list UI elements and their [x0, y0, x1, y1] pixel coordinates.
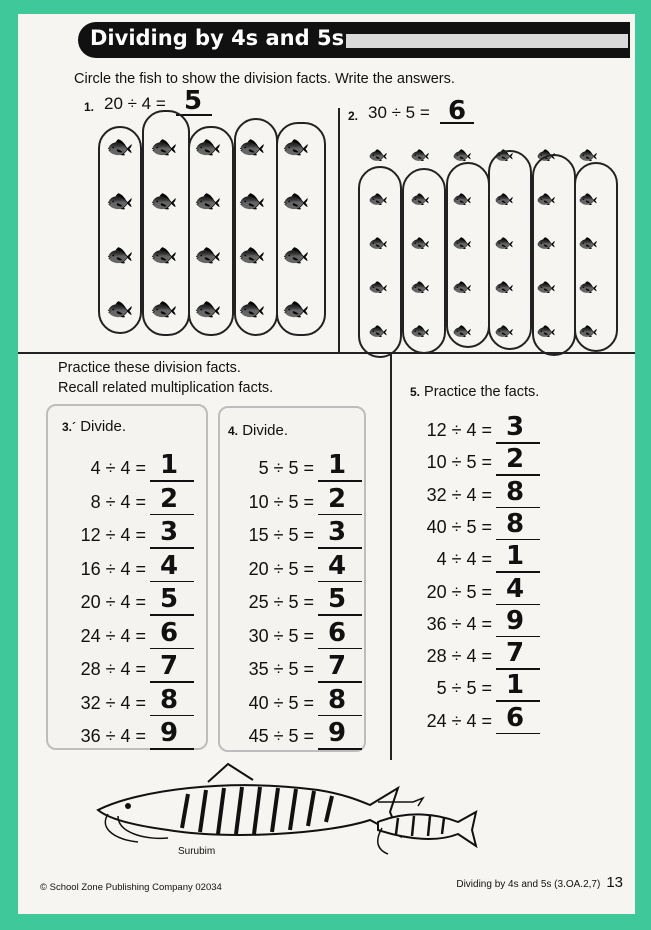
problem-5-label: Practice the facts.	[424, 384, 540, 400]
fish-icon[interactable]: 🐟	[194, 242, 222, 267]
problem-3-title	[62, 418, 126, 435]
fish-icon[interactable]: 🐟	[410, 323, 430, 340]
fact-4-equation: 35 ÷ 5 =	[248, 659, 314, 679]
fish-icon[interactable]: 🐟	[282, 134, 310, 159]
fact-3-equation: 32 ÷ 4 =	[80, 692, 146, 713]
fact-4-answer[interactable]: 8	[328, 684, 347, 715]
page-number: 13	[606, 874, 623, 891]
fish-icon[interactable]: 🐟	[238, 134, 266, 159]
fact-5-answer[interactable]: 6	[506, 702, 525, 733]
fish-icon[interactable]: 🐟	[282, 242, 310, 267]
divider-horizontal	[18, 352, 635, 354]
fish-icon[interactable]: 🐟	[282, 188, 310, 213]
circled-group	[574, 162, 618, 352]
fish-icon[interactable]: 🐟	[194, 296, 222, 321]
fact-4-answer[interactable]: 2	[328, 483, 347, 514]
fact-4-equation: 40 ÷ 5 =	[248, 692, 314, 713]
circled-group	[446, 162, 490, 348]
fish-icon[interactable]: 🐟	[238, 188, 266, 213]
fish-icon[interactable]: 🐟	[238, 296, 266, 321]
fish-icon[interactable]: 🐟	[494, 323, 514, 340]
fact-5-answer[interactable]: 8	[506, 508, 525, 539]
circled-group	[142, 110, 190, 336]
problem-5-title	[410, 384, 539, 400]
fish-icon[interactable]: 🐟	[106, 296, 134, 321]
fish-icon[interactable]: 🐟	[452, 235, 472, 252]
fact-5-answer[interactable]: 1	[506, 670, 525, 701]
fact-4-answer[interactable]: 4	[328, 550, 347, 581]
fact-4-equation: 30 ÷ 5 =	[248, 625, 314, 646]
fish-icon[interactable]: 🐟	[578, 323, 598, 340]
fish-icon[interactable]: 🐟	[536, 147, 556, 164]
fact-4-equation: 10 ÷ 5 =	[248, 491, 314, 512]
fact-4-answer[interactable]: 6	[328, 617, 347, 648]
fact-4-answer[interactable]: 1	[328, 450, 347, 480]
fact-3-answer-line	[150, 547, 194, 549]
problem-2-answer[interactable]: 6	[448, 96, 467, 126]
fish-icon[interactable]: 🐟	[536, 191, 556, 208]
fact-5-equation: 24 ÷ 4 =	[426, 710, 492, 731]
circled-group	[276, 122, 326, 336]
fact-4-answer[interactable]: 3	[328, 517, 347, 547]
fact-3-equation: 20 ÷ 4 =	[80, 592, 146, 612]
circled-group	[358, 166, 402, 358]
fish-icon[interactable]: 🐟	[106, 134, 134, 159]
fish-icon[interactable]: 🐟	[452, 279, 472, 296]
problem-2-number: 2.	[348, 109, 359, 123]
fact-4-equation: 5 ÷ 5 =	[258, 458, 314, 478]
fact-3-answer[interactable]: 7	[160, 651, 179, 681]
fact-3-equation: 28 ÷ 4 =	[80, 659, 146, 679]
fact-5-answer[interactable]: 2	[506, 444, 525, 475]
fact-3-answer[interactable]: 5	[160, 584, 179, 614]
fact-4-equation: 45 ÷ 5 =	[248, 726, 314, 746]
fish-icon[interactable]: 🐟	[410, 235, 430, 252]
fact-3-answer-line	[150, 514, 194, 516]
fish-icon[interactable]: 🐟	[452, 147, 472, 164]
fact-4-answer-line	[318, 614, 362, 616]
fact-4-equation: 15 ÷ 5 =	[248, 525, 314, 545]
fact-5-answer-line	[496, 474, 540, 476]
problem-2-equation: 30 ÷ 5 =	[368, 103, 430, 122]
fact-4-answer-line	[318, 514, 362, 516]
fact-3-answer[interactable]: 4	[160, 550, 179, 581]
fact-4-answer-line	[318, 715, 362, 717]
fact-5-equation: 28 ÷ 4 =	[426, 646, 492, 667]
circled-group	[402, 168, 446, 354]
fish-icon[interactable]: 🐟	[194, 134, 222, 159]
fish-icon[interactable]: 🐟	[150, 188, 178, 213]
problem-1-equation: 20 ÷ 4 =	[104, 94, 166, 113]
instruction-text: Circle the fish to show the division facts. Write the answers.	[74, 71, 455, 87]
fact-5-answer-line	[496, 539, 540, 541]
fact-3-answer-line	[150, 715, 194, 717]
divider-vertical-top	[338, 108, 340, 352]
circled-group	[488, 147, 532, 350]
problem-4-number: 4.	[228, 424, 239, 438]
fact-3-answer-line	[150, 614, 194, 616]
practice-heading-line-1: Practice these division facts.	[58, 360, 241, 376]
fact-4-answer[interactable]: 9	[328, 718, 347, 748]
fact-4-equation: 25 ÷ 5 =	[248, 592, 314, 612]
fact-4-answer[interactable]: 7	[328, 651, 347, 681]
fact-5-answer-line	[496, 668, 540, 670]
fish-caption: Surubim	[178, 846, 216, 857]
fish-icon[interactable]: 🐟	[368, 147, 388, 164]
fish-icon[interactable]: 🐟	[368, 235, 388, 252]
fact-5-equation: 10 ÷ 5 =	[426, 452, 492, 473]
fact-5-answer[interactable]: 3	[506, 412, 525, 442]
fish-icon[interactable]: 🐟	[238, 242, 266, 267]
fact-3-answer-line	[150, 681, 194, 683]
fact-5-equation: 12 ÷ 4 =	[426, 420, 492, 440]
fact-4-answer-line	[318, 648, 362, 650]
fact-5-answer-line	[496, 507, 540, 509]
fact-5-equation: 32 ÷ 4 =	[426, 484, 492, 505]
problem-3-number: 3.´	[62, 420, 77, 434]
fact-5-answer[interactable]: 4	[506, 573, 525, 604]
fish-icon[interactable]: 🐟	[106, 188, 134, 213]
page-title: Dividing by 4s and 5s	[90, 26, 345, 50]
fact-4-answer-line	[318, 581, 362, 583]
fish-icon[interactable]: 🐟	[452, 191, 472, 208]
fish-icon[interactable]: 🐟	[150, 242, 178, 267]
fish-icon[interactable]: 🐟	[578, 191, 598, 208]
fish-icon[interactable]: 🐟	[536, 323, 556, 340]
fact-5-equation: 4 ÷ 4 =	[436, 549, 492, 570]
fish-icon[interactable]: 🐟	[368, 323, 388, 340]
fish-icon[interactable]: 🐟	[536, 279, 556, 296]
fact-5-answer[interactable]: 9	[506, 605, 525, 636]
fish-icon[interactable]: 🐟	[494, 191, 514, 208]
footer-topic: Dividing by 4s and 5s (3.OA.2,7)	[456, 879, 601, 890]
surubim-fish-illustration	[78, 750, 478, 860]
practice-heading-line-2: Recall related multiplication facts.	[58, 380, 274, 396]
fact-5-equation: 36 ÷ 4 =	[426, 613, 492, 634]
fish-icon[interactable]: 🐟	[410, 191, 430, 208]
fact-5-answer-line	[496, 700, 540, 702]
fact-3-equation: 4 ÷ 4 =	[90, 458, 146, 478]
fact-3-equation: 16 ÷ 4 =	[80, 558, 146, 579]
fact-5-answer[interactable]: 1	[506, 541, 525, 572]
fish-icon[interactable]: 🐟	[578, 279, 598, 296]
fish-icon[interactable]: 🐟	[410, 279, 430, 296]
circled-group	[234, 118, 278, 336]
fact-4-answer-line	[318, 681, 362, 683]
fact-5-answer-line	[496, 604, 540, 606]
fact-5-answer-line	[496, 636, 540, 638]
circled-group	[532, 154, 576, 356]
fact-5-equation: 5 ÷ 5 =	[436, 678, 492, 699]
problem-1-number: 1.	[84, 100, 95, 114]
problem-4-title	[228, 422, 288, 439]
fact-4-equation: 20 ÷ 5 =	[248, 558, 314, 579]
problem-1-answer[interactable]: 5	[184, 86, 203, 116]
fact-3-equation: 36 ÷ 4 =	[80, 726, 146, 746]
fact-3-answer-line	[150, 581, 194, 583]
fact-5-answer[interactable]: 8	[506, 476, 525, 507]
footer-copyright: © School Zone Publishing Company 02034	[40, 882, 222, 893]
worksheet-page	[18, 14, 635, 914]
fact-3-answer[interactable]: 2	[160, 483, 179, 514]
fish-icon[interactable]: 🐟	[578, 147, 598, 164]
fact-5-equation: 20 ÷ 5 =	[426, 581, 492, 602]
fish-icon[interactable]: 🐟	[452, 323, 472, 340]
fact-5-answer-line	[496, 571, 540, 573]
fish-icon[interactable]: 🐟	[494, 147, 514, 164]
fact-5-answer-line	[496, 442, 540, 444]
divider-vertical-bottom	[390, 352, 392, 760]
problem-4-label: Divide.	[242, 422, 289, 439]
fish-icon[interactable]: 🐟	[410, 147, 430, 164]
fish-icon[interactable]: 🐟	[368, 279, 388, 296]
fish-icon[interactable]: 🐟	[494, 235, 514, 252]
footer-right	[456, 874, 623, 891]
fish-icon[interactable]: 🐟	[494, 279, 514, 296]
fact-3-answer-line	[150, 648, 194, 650]
fish-icon[interactable]: 🐟	[368, 191, 388, 208]
fact-4-answer-line	[318, 547, 362, 549]
fish-icon[interactable]: 🐟	[150, 296, 178, 321]
fact-3-answer[interactable]: 9	[160, 718, 179, 748]
fish-icon[interactable]: 🐟	[536, 235, 556, 252]
fact-3-equation: 12 ÷ 4 =	[80, 525, 146, 545]
fact-5-answer[interactable]: 7	[506, 638, 525, 669]
fact-5-equation: 40 ÷ 5 =	[426, 516, 492, 537]
fish-icon[interactable]: 🐟	[578, 235, 598, 252]
fish-icon[interactable]: 🐟	[106, 242, 134, 267]
fish-icon[interactable]: 🐟	[194, 188, 222, 213]
fact-3-answer[interactable]: 6	[160, 617, 179, 648]
fact-4-answer[interactable]: 5	[328, 584, 347, 614]
fact-3-answer[interactable]: 8	[160, 684, 179, 715]
fact-4-answer-line	[318, 480, 362, 482]
fact-3-answer[interactable]: 1	[160, 450, 179, 480]
problem-3-label: Divide.	[80, 418, 127, 435]
problem-5-number: 5.	[410, 385, 421, 399]
title-stripe	[346, 34, 628, 48]
circled-group	[98, 126, 142, 334]
fish-icon[interactable]: 🐟	[150, 134, 178, 159]
circled-group	[188, 126, 234, 336]
fact-3-answer[interactable]: 3	[160, 517, 179, 547]
fact-5-answer-line	[496, 733, 540, 735]
fact-3-answer-line	[150, 480, 194, 482]
fact-3-equation: 24 ÷ 4 =	[80, 625, 146, 646]
fish-icon[interactable]: 🐟	[282, 296, 310, 321]
fact-3-equation: 8 ÷ 4 =	[90, 491, 146, 512]
